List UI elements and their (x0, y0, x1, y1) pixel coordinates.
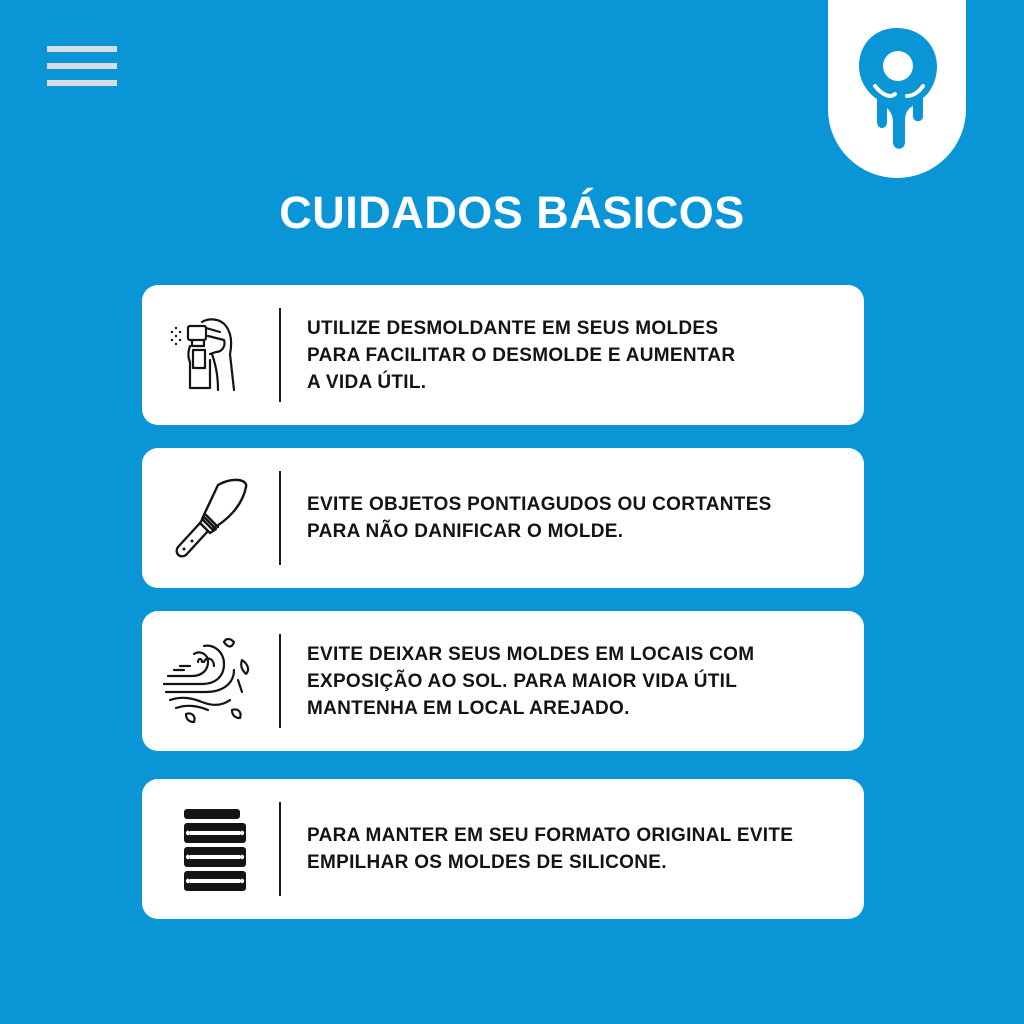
card-text-line: UTILIZE DESMOLDANTE EM SEUS MOLDES (307, 317, 719, 339)
dripping-drop-logo-icon (847, 24, 947, 154)
card-divider (279, 308, 281, 402)
card-text (307, 285, 852, 425)
card-divider (279, 802, 281, 896)
care-tip-card (142, 285, 864, 425)
card-divider (279, 471, 281, 565)
card-text-line: EVITE OBJETOS PONTIAGUDOS OU CORTANTES (307, 494, 772, 515)
stacked-boxes-icon (162, 804, 252, 894)
card-text-line: EXPOSIÇÃO AO SOL. PARA MAIOR VIDA ÚTIL (307, 670, 738, 692)
hamburger-menu-icon[interactable] (47, 46, 117, 88)
card-text-line: PARA MANTER EM SEU FORMATO ORIGINAL EVITE (307, 825, 794, 846)
card-text (307, 779, 852, 919)
card-text (307, 611, 852, 751)
knife-icon (162, 473, 252, 563)
card-text-line: EVITE DEIXAR SEUS MOLDES EM LOCAIS COM (307, 643, 755, 665)
care-tip-card (142, 448, 864, 588)
page-title: CUIDADOS BÁSICOS (279, 187, 745, 238)
care-tip-card (142, 611, 864, 751)
card-text-line: A VIDA ÚTIL. (307, 371, 427, 393)
spray-bottle-icon (162, 310, 252, 400)
care-tip-card (142, 779, 864, 919)
card-divider (279, 634, 281, 728)
card-text-line: PARA FACILITAR O DESMOLDE E AUMENTAR (307, 344, 736, 366)
card-text-line: PARA NÃO DANIFICAR O MOLDE. (307, 521, 624, 542)
card-text-line: EMPILHAR OS MOLDES DE SILICONE. (307, 852, 667, 873)
card-text-line: MANTENHA EM LOCAL AREJADO. (307, 697, 630, 719)
card-text (307, 448, 852, 588)
wind-leaves-icon (162, 636, 252, 726)
logo-badge (828, 0, 966, 178)
